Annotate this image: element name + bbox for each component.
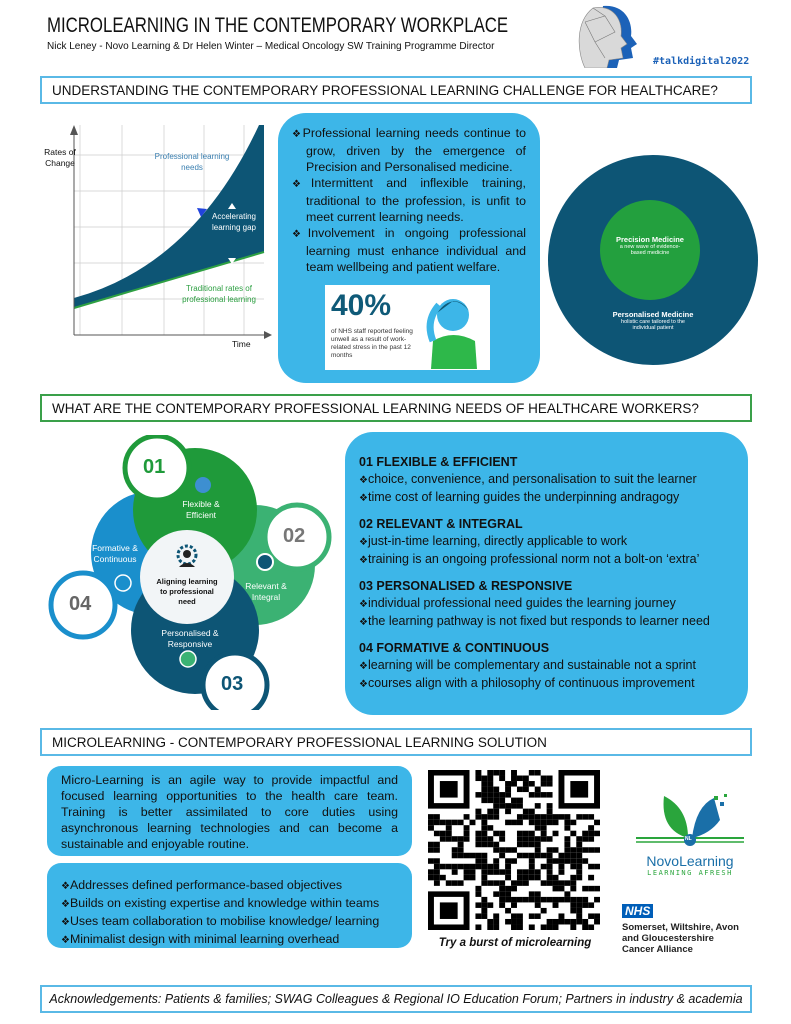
heads-logo-icon (575, 2, 645, 68)
bullet: ❖ training is an ongoing professional norm not a bolt-on ‘extra’ (359, 551, 734, 569)
section-heading-solution: MICROLEARNING - CONTEMPORARY PROFESSIONAL LEARNING SOLUTION (40, 728, 752, 756)
need-title: 01 FLEXIBLE & EFFICIENT (359, 455, 518, 469)
chart-xlabel: Time (232, 339, 251, 349)
num-04: 04 (69, 593, 92, 615)
label-flexible: Flexible & Efficient (182, 499, 220, 520)
talkdigital-logo (575, 2, 760, 70)
microlearning-intro: Micro-Learning is an agile way to provide impactful and focused learning opportunities to the health care team. Training is better assimilated to core duties using asynchronous learning technologies and can become a sustainable and enjoyable routine. (47, 766, 412, 856)
need-title: 02 RELEVANT & INTEGRAL (359, 517, 523, 531)
bullet: ❖ learning will be complementary and sustainable not a sprint (359, 657, 734, 675)
num-03: 03 (221, 673, 244, 695)
needs-diagram (45, 435, 340, 710)
stressed-nurse-icon (423, 291, 485, 369)
qr-code[interactable] (428, 770, 600, 930)
chart-ylabel: Rates of Change (44, 147, 76, 168)
poster-authors: Nick Leney - Novo Learning & Dr Helen Winter – Medical Oncology SW Training Programme Director (47, 41, 495, 52)
poster-title: MICROLEARNING IN THE CONTEMPORARY WORKPLACE (47, 14, 509, 37)
precision-sub: a new wave of evidence-based medicine (619, 244, 681, 256)
acknowledgements: Acknowledgements: Patients & families; SWAG Colleagues & Regional IO Education Forum; Partners in industry & academia (40, 985, 752, 1013)
nhs-stress-stat (325, 285, 490, 370)
novo-learning-logo (630, 790, 750, 877)
bullet: ❖ courses align with a philosophy of continuous improvement (359, 675, 734, 693)
need-title: 03 PERSONALISED & RESPONSIVE (359, 579, 573, 593)
diagram-center-label: Aligning learning to professional need (156, 577, 218, 606)
bullet: ❖ Involvement in ongoing professional learning must enhance individual and team wellbeing and patient welfare. (292, 225, 526, 275)
bullet: ❖ Addresses defined performance-based objectives (61, 877, 398, 895)
needs-box (345, 432, 748, 715)
bullet: ❖ Builds on existing expertise and knowledge within teams (61, 895, 398, 913)
need-title: 04 FORMATIVE & CONTINUOUS (359, 641, 550, 655)
label-personalised: Personalised & Responsive (161, 628, 219, 649)
alliance-name: Somerset, Wiltshire, Avon and Gloucestershire Cancer Alliance (622, 922, 739, 955)
microlearning-benefits (47, 863, 412, 948)
section-heading-challenge: UNDERSTANDING THE CONTEMPORARY PROFESSIONAL LEARNING CHALLENGE FOR HEALTHCARE? (40, 76, 752, 104)
bullet: ❖ time cost of learning guides the underpinning andragogy (359, 489, 734, 507)
bullet: ❖ Intermittent and inflexible training, traditional to the profession, is unfit to meet current learning needs. (292, 175, 526, 225)
learning-gap-chart (44, 125, 276, 355)
bullet: ❖ the learning pathway is not fixed but responds to learner need (359, 613, 734, 631)
label-relevant: Relevant & Integral (245, 581, 287, 602)
section-heading-needs: WHAT ARE THE CONTEMPORARY PROFESSIONAL LEARNING NEEDS OF HEALTHCARE WORKERS? (40, 394, 752, 422)
personalised-title: Personalised Medicine (612, 310, 694, 319)
precision-medicine-circle (600, 200, 700, 300)
medicine-circle (548, 155, 758, 365)
upper-curve-label: Professional learning needs (154, 152, 230, 172)
stat-value: 40% (331, 289, 392, 322)
nhs-badge: NHS (622, 904, 653, 918)
bullet: ❖ Uses team collaboration to mobilise knowledge/ learning (61, 913, 398, 931)
num-02: 02 (283, 525, 306, 547)
lower-curve-label: Traditional rates of professional learning (182, 284, 256, 304)
bullet: ❖ individual professional need guides the learning journey (359, 595, 734, 613)
bullet: ❖ Professional learning needs continue to grow, driven by the emergence of Precision and Personalised medicine. (292, 125, 526, 175)
precision-title: Precision Medicine (616, 235, 684, 244)
gap-label: Accelerating learning gap (211, 212, 257, 232)
num-01: 01 (143, 456, 166, 478)
qr-caption: Try a burst of microlearning (438, 937, 592, 949)
novo-initials: NL (685, 836, 692, 842)
target-icon (257, 554, 273, 570)
label-formative: Formative & Continuous (92, 543, 138, 564)
personalised-sub: holistic care tailored to the individual patient (621, 319, 685, 331)
stat-text: of NHS staff reported feeling unwell as a result of work-related stress in the past 12 months (331, 328, 413, 359)
bullet: ❖ Minimalist design with minimal learning overhead (61, 931, 398, 949)
globe-clock-icon (195, 477, 211, 493)
nhs-swag-logo (622, 902, 747, 955)
bullet: ❖ choice, convenience, and personalisation to suit the learner (359, 471, 734, 489)
bullet: ❖ just-in-time learning, directly applicable to work (359, 533, 734, 551)
hashtag: #talkdigital2022 (653, 56, 750, 67)
person-compass-icon (180, 651, 196, 667)
novo-tagline: LEARNING AFRESH (647, 869, 733, 877)
novo-name: NovoLearning (646, 853, 734, 869)
